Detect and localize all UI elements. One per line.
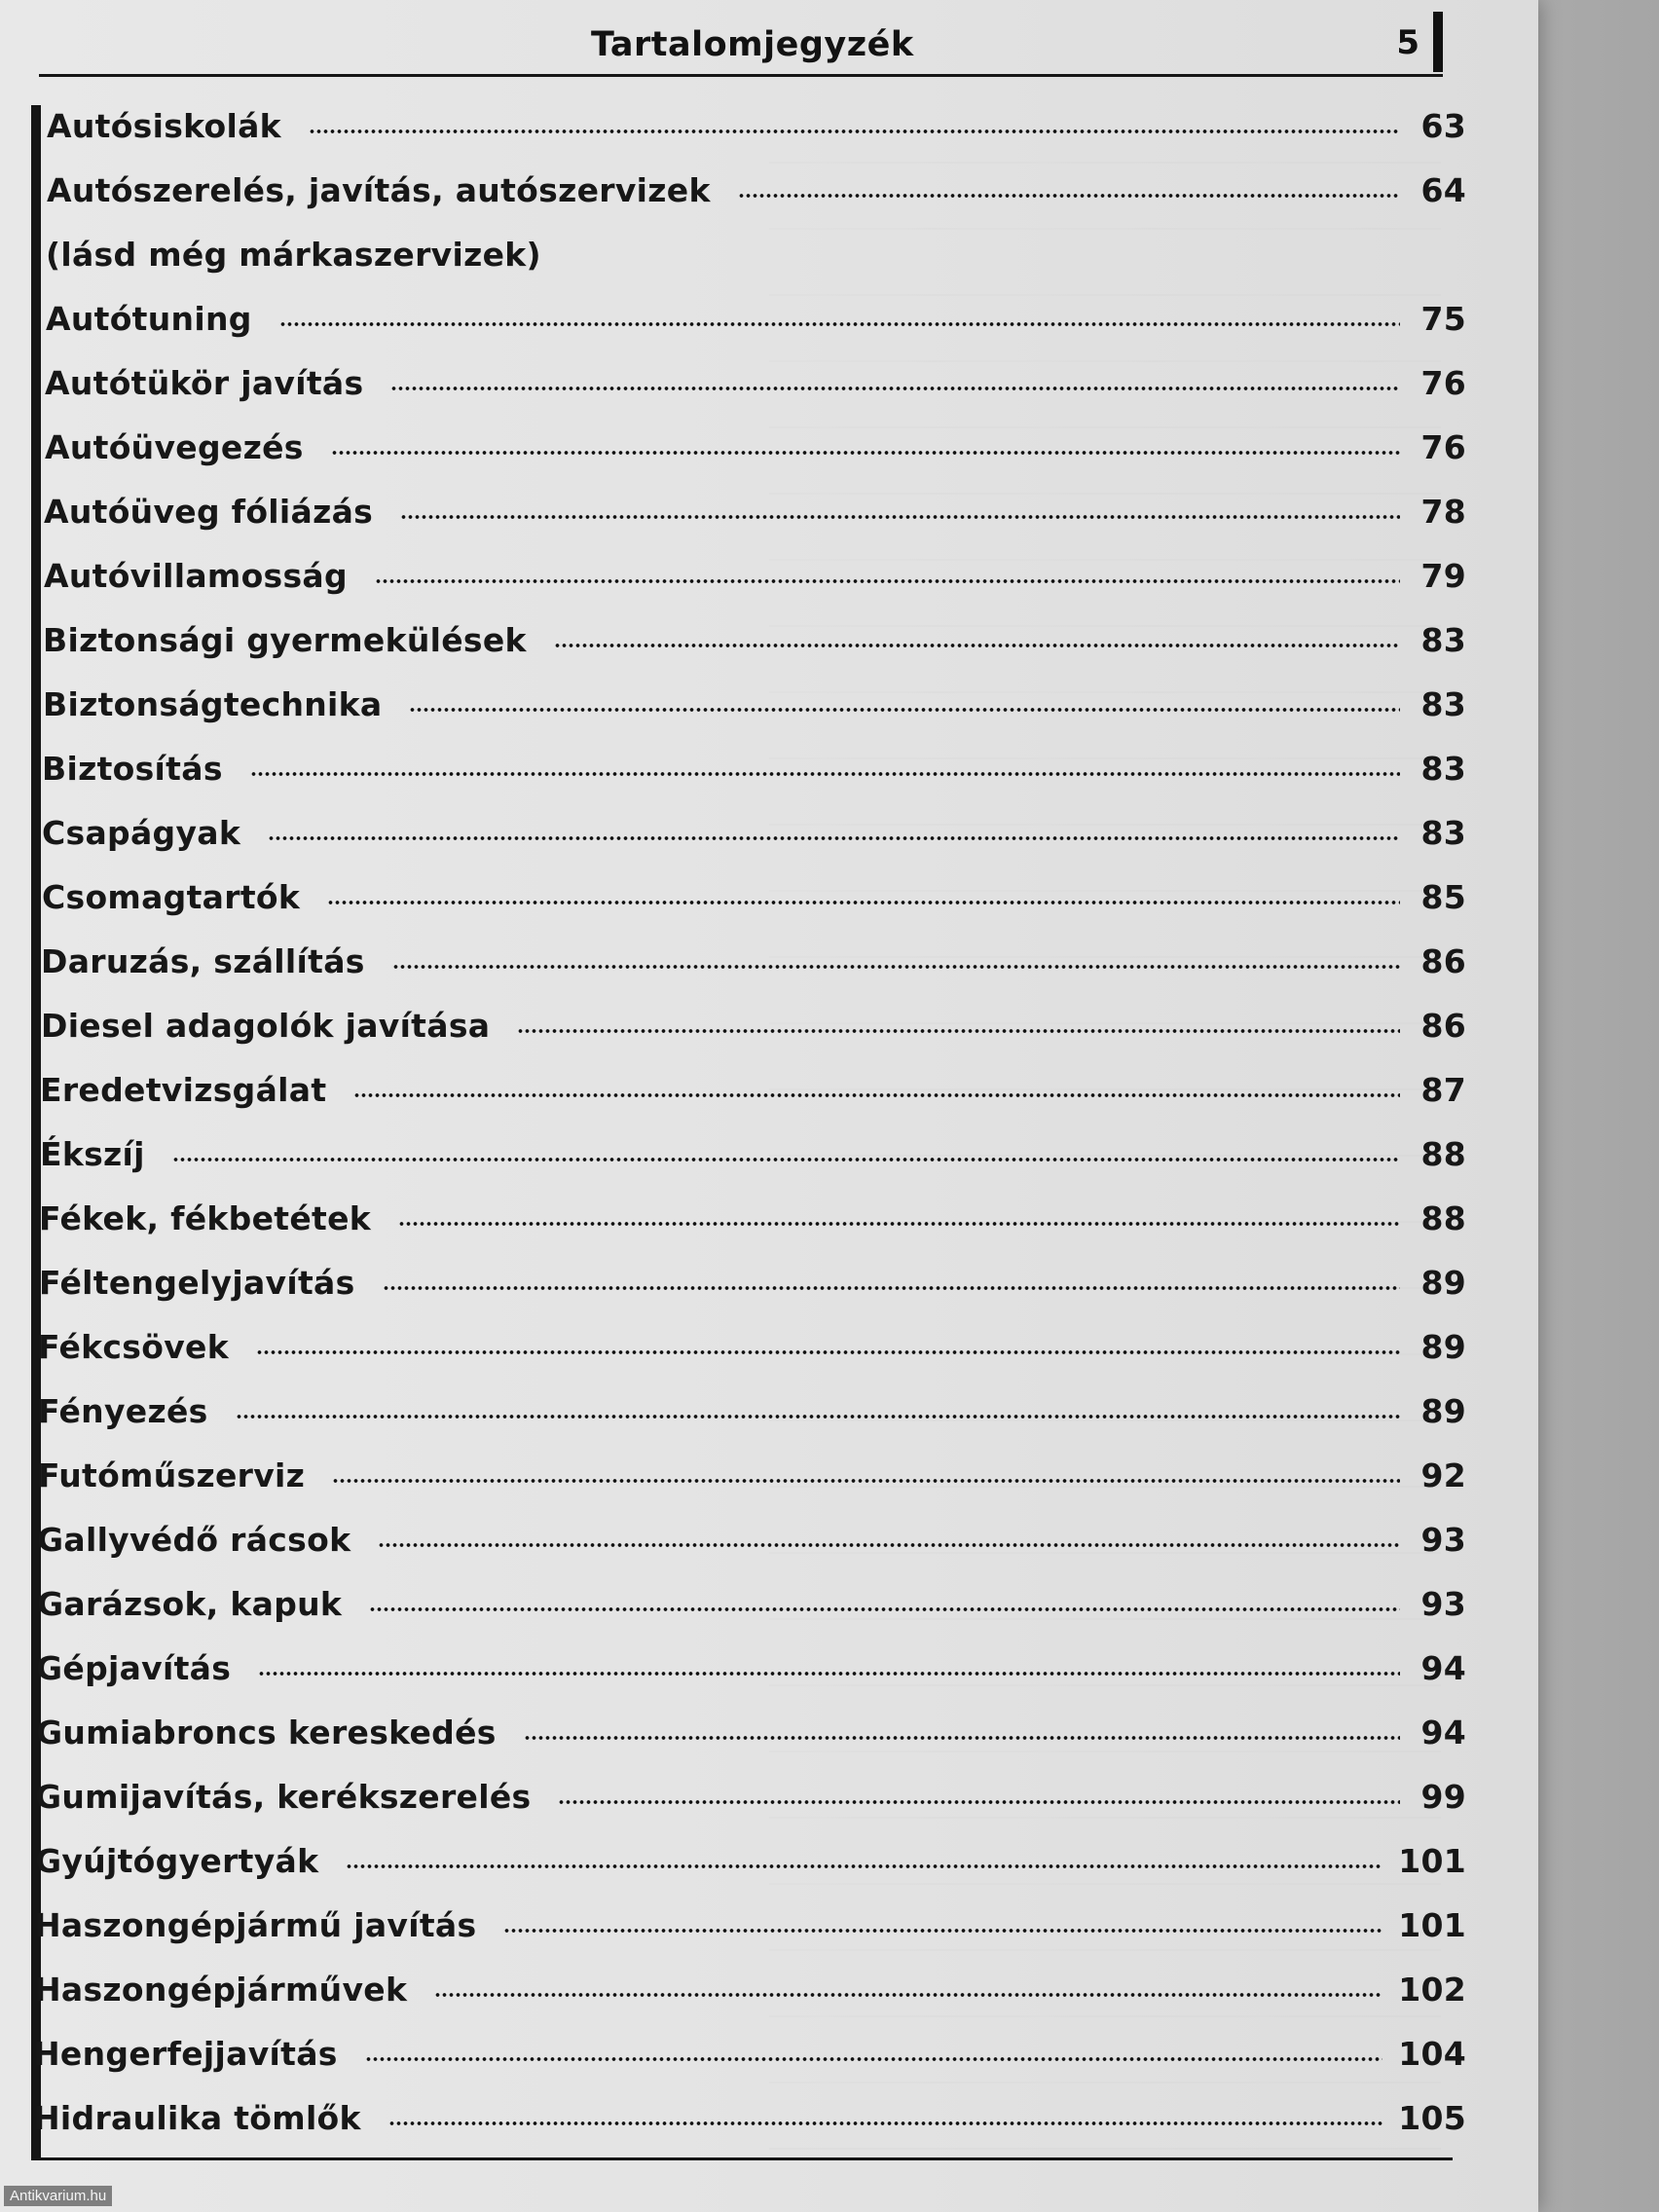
toc-entry-page: 83 [1420, 684, 1466, 723]
dot-leader [524, 1734, 1400, 1742]
toc-entry [45, 350, 1466, 415]
toc-entry [41, 929, 1466, 993]
toc-entry [37, 1507, 1466, 1571]
toc-entry-page: 64 [1420, 170, 1466, 209]
toc-entry [33, 2021, 1466, 2085]
dot-leader [392, 963, 1400, 971]
toc-entry [44, 543, 1466, 608]
toc-entry-label: Fényezés [38, 1391, 208, 1430]
toc-entry [44, 479, 1466, 543]
toc-entry-label: Daruzás, szállítás [41, 941, 365, 980]
toc-entry [35, 1764, 1466, 1828]
toc-entry [33, 2085, 1466, 2150]
dot-leader [503, 1927, 1382, 1935]
toc-entry-label: Autósiskolák [47, 106, 281, 145]
dot-leader [279, 320, 1400, 328]
toc-entry-page: 89 [1420, 1327, 1466, 1366]
toc-entry-label: Féltengelyjavítás [39, 1263, 355, 1302]
toc-entry-label: Biztonságtechnika [43, 684, 383, 723]
dot-leader [517, 1027, 1400, 1035]
dot-leader [353, 1091, 1400, 1099]
toc-entry-page: 83 [1420, 749, 1466, 788]
toc-entry-page: 76 [1420, 427, 1466, 466]
toc-entry [37, 1571, 1466, 1636]
toc-entry-label: Gumijavítás, kerékszerelés [35, 1777, 532, 1816]
toc-entry-label: Haszongépjármű javítás [34, 1905, 477, 1944]
dot-leader [738, 192, 1400, 200]
toc-entry [46, 286, 1466, 350]
dot-leader [309, 128, 1400, 135]
toc-entry [43, 672, 1466, 736]
toc-entry-label: Gyújtógyertyák [35, 1841, 319, 1880]
toc-entry [42, 736, 1466, 800]
toc-entry [38, 1314, 1466, 1379]
header-bar [1433, 12, 1443, 72]
toc-entry [34, 1893, 1466, 1957]
toc-entry-label: Biztonsági gyermekülések [43, 620, 527, 659]
toc-entry-label: Fékek, fékbetétek [39, 1198, 372, 1237]
toc-entry-label: Autószerelés, javítás, autószervizek [47, 170, 711, 209]
toc-entry-label: Gumiabroncs kereskedés [36, 1713, 497, 1751]
dot-leader [400, 513, 1400, 521]
toc-entry-page: 83 [1420, 620, 1466, 659]
toc-entry-page: 93 [1420, 1520, 1466, 1559]
dot-leader [236, 1413, 1400, 1420]
toc-entry-page: 83 [1420, 813, 1466, 852]
toc-entry-page: 75 [1420, 299, 1466, 338]
dot-leader [388, 2120, 1382, 2127]
dot-leader [375, 577, 1400, 585]
page-number: 5 [1396, 23, 1419, 62]
toc-entry-page: 89 [1420, 1391, 1466, 1430]
toc-entry-page: 87 [1420, 1070, 1466, 1109]
toc-entry-page: 63 [1420, 106, 1466, 145]
dot-leader [390, 385, 1400, 392]
toc-entry-page: 88 [1420, 1198, 1466, 1237]
dot-leader [554, 642, 1400, 649]
toc-entry-page: 78 [1420, 492, 1466, 531]
dot-leader [256, 1348, 1400, 1356]
dot-leader [331, 449, 1400, 457]
toc-entry [46, 222, 1466, 286]
toc-entry [39, 1186, 1466, 1250]
toc-entry-label: Biztosítás [42, 749, 223, 788]
toc-entry [39, 1250, 1466, 1314]
toc-entry-page: 89 [1420, 1263, 1466, 1302]
toc-entry [35, 1828, 1466, 1893]
toc-entry [34, 1957, 1466, 2021]
table-of-contents [33, 93, 1466, 2150]
toc-entry-page: 94 [1420, 1713, 1466, 1751]
toc-entry-page: 92 [1420, 1456, 1466, 1494]
toc-entry-label: Autóüvegezés [45, 427, 304, 466]
toc-entry [47, 93, 1466, 158]
toc-entry [45, 415, 1466, 479]
dot-leader [558, 1798, 1400, 1806]
toc-entry [43, 608, 1466, 672]
dot-leader [365, 2055, 1382, 2063]
dot-leader [258, 1670, 1400, 1677]
toc-entry-label: Futóműszerviz [38, 1456, 306, 1494]
toc-entry-label: Csomagtartók [42, 877, 301, 916]
dot-leader [409, 706, 1400, 714]
toc-entry [38, 1443, 1466, 1507]
toc-entry-page: 79 [1420, 556, 1466, 595]
toc-entry [36, 1700, 1466, 1764]
toc-entry [42, 800, 1466, 865]
toc-entry-label: Gallyvédő rácsok [37, 1520, 351, 1559]
toc-entry [40, 1057, 1466, 1122]
toc-entry-label: (lásd még márkaszervizek) [46, 235, 541, 274]
toc-entry-label: Gépjavítás [36, 1648, 232, 1687]
page-header [39, 18, 1443, 77]
toc-entry-page: 93 [1420, 1584, 1466, 1623]
toc-entry-page: 101 [1398, 1841, 1466, 1880]
dot-leader [434, 1991, 1382, 1999]
toc-entry-label: Hengerfejjavítás [33, 2034, 338, 2073]
toc-entry-page: 86 [1420, 941, 1466, 980]
dot-leader [369, 1605, 1400, 1613]
dot-leader [172, 1156, 1400, 1163]
toc-entry-page: 85 [1420, 877, 1466, 916]
toc-entry-page: 86 [1420, 1006, 1466, 1045]
toc-entry-label: Ékszíj [40, 1134, 145, 1173]
toc-entry-label: Hidraulika tömlők [33, 2098, 361, 2137]
dot-leader [383, 1284, 1400, 1292]
toc-entry-page: 88 [1420, 1134, 1466, 1173]
dot-leader [327, 899, 1400, 906]
toc-entry-label: Fékcsövek [38, 1327, 229, 1366]
toc-entry-label: Autótuning [46, 299, 252, 338]
toc-entry [38, 1379, 1466, 1443]
dot-leader [378, 1541, 1400, 1549]
toc-entry [40, 1122, 1466, 1186]
toc-entry-label: Autóvillamosság [44, 556, 348, 595]
toc-entry-page: 76 [1420, 363, 1466, 402]
page-title: Tartalomjegyzék [591, 25, 914, 64]
toc-entry-page: 101 [1398, 1905, 1466, 1944]
toc-entry-page: 102 [1398, 1970, 1466, 2009]
dot-leader [250, 770, 1400, 778]
toc-entry-label: Garázsok, kapuk [37, 1584, 343, 1623]
toc-entry-page: 105 [1398, 2098, 1466, 2137]
toc-entry-label: Autótükör javítás [45, 363, 364, 402]
toc-entry-page: 99 [1420, 1777, 1466, 1816]
watermark: Antikvarium.hu [4, 2186, 112, 2206]
toc-entry-page: 104 [1398, 2034, 1466, 2073]
toc-entry [41, 993, 1466, 1057]
toc-entry-label: Eredetvizsgálat [40, 1070, 327, 1109]
toc-entry [42, 865, 1466, 929]
dot-leader [332, 1477, 1400, 1485]
dot-leader [268, 834, 1400, 842]
dot-leader [346, 1862, 1382, 1870]
toc-entry-label: Autóüveg fóliázás [44, 492, 374, 531]
toc-entry [36, 1636, 1466, 1700]
dot-leader [398, 1220, 1400, 1228]
toc-entry [47, 158, 1466, 222]
toc-entry-label: Diesel adagolók javítása [41, 1006, 491, 1045]
toc-entry-label: Haszongépjárművek [34, 1970, 408, 2009]
toc-entry-page: 94 [1420, 1648, 1466, 1687]
toc-entry-label: Csapágyak [42, 813, 241, 852]
